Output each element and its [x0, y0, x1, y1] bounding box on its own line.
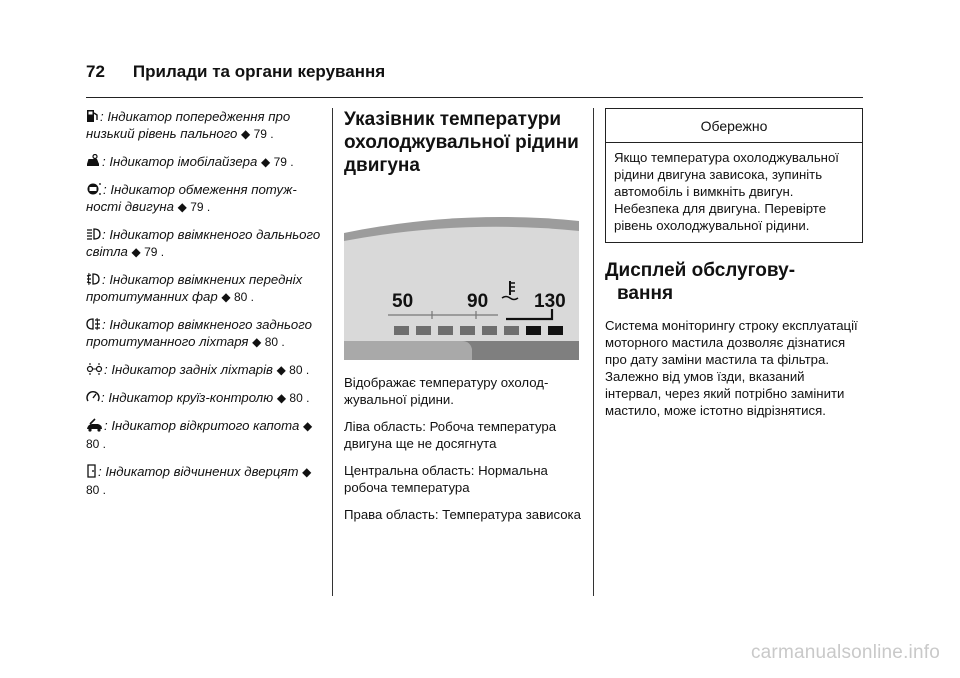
page-header [86, 62, 385, 82]
gauge-segment [394, 326, 409, 335]
list-item: : Індикатор імобілайзера ◆ 79 . [86, 153, 321, 171]
page-reference: ◆ 79 . [131, 245, 165, 259]
gauge-segment [438, 326, 453, 335]
paragraph: Ліва область: Робоча температура двигуна ще не досягнута [344, 419, 557, 451]
page-reference: ◆ 79 . [261, 155, 294, 169]
gauge-label-50: 50 [392, 291, 414, 312]
indicator-list [86, 108, 321, 509]
list-item: : Індикатор задніх ліхтарів ◆ 80 . [86, 361, 321, 379]
gauge-label-90: 90 [467, 291, 489, 312]
hood-open-icon [86, 418, 103, 432]
gauge-segment [482, 326, 497, 335]
section-heading-line1: Дисплей обслугову- [605, 260, 796, 281]
page-reference: ◆ 79 . [177, 200, 211, 214]
paragraph: Відображає температуру охолоджувальної рідини. [344, 375, 549, 407]
high-beam-icon [86, 227, 101, 241]
page-reference: ◆ 80 . [86, 419, 313, 451]
caution-box [605, 108, 863, 243]
paragraph: Права область: Температура зависока [344, 507, 581, 522]
header-rule [86, 97, 863, 98]
column-divider [593, 108, 594, 596]
column-divider [332, 108, 333, 596]
page-reference: ◆ 80 . [276, 391, 310, 405]
fuel-pump-icon [86, 109, 99, 123]
gauge-segment [526, 326, 541, 335]
list-item: : Індикатор круїз-контролю ◆ 80 . [86, 389, 321, 407]
coolant-temperature-gauge-figure [344, 215, 579, 360]
page-number: 72 [86, 62, 105, 81]
page-reference: ◆ 80 . [86, 465, 312, 497]
immobilizer-car-key-icon [86, 154, 101, 168]
gauge-segment [416, 326, 431, 335]
page-reference: ◆ 80 . [221, 290, 254, 304]
cruise-control-icon [86, 390, 100, 404]
front-fog-light-icon [86, 272, 101, 286]
paragraph: Система моніторингу строку експлуатації моторного мастила дозволяє дізнатися про дату заміни мастила та фільтра. Залежно від умов їзди, вказаний інтервал, через який потрібно замінити мастило, може істотно відрізнятися. [605, 318, 858, 418]
door-open-icon [86, 464, 97, 478]
gauge-segment [548, 326, 563, 335]
section-heading: Указівник температури охолоджувальної рідини двигуна [344, 109, 579, 176]
section-heading-line2: вання [617, 283, 674, 304]
caution-text: Якщо температура охолоджувальної рідини двигуна зависока, зупиніть автомобіль і вимкніть двигун. Небезпека для двигуна. Перевірте рівень охолоджувальної рідини. [614, 150, 839, 233]
page-reference: ◆ 80 . [252, 335, 285, 349]
engine-power-limit-icon [86, 182, 102, 196]
list-item: : Індикатор відкритого капота ◆ 80 . [86, 418, 313, 451]
list-item: : Індикатор обмеження потужності двигуна ◆ 79 . [86, 182, 297, 214]
page-reference: ◆ 80 . [276, 363, 310, 377]
section-heading [605, 259, 863, 305]
caution-title: Обережно [606, 109, 862, 143]
rear-fog-light-icon [86, 317, 101, 331]
list-item: : Індикатор ввімкнених передніх протитуманних фар ◆ 80 . [86, 272, 303, 304]
tail-lights-icon [86, 362, 103, 376]
coolant-section [344, 108, 582, 533]
gauge-lower-panel [344, 341, 472, 360]
right-column [605, 108, 863, 429]
page-reference: ◆ 79 . [241, 127, 274, 141]
watermark: carmanualsonline.info [750, 642, 940, 663]
gauge-segment [460, 326, 475, 335]
list-item: : Індикатор ввімкненого заднього протитуманного ліхтаря ◆ 80 . [86, 317, 312, 349]
list-item: : Індикатор попередження про низький рівень пального ◆ 79 . [86, 109, 291, 141]
list-item: : Індикатор ввімкненого дальнього світла ◆ 79 . [86, 227, 321, 259]
page-title: Прилади та органи керування [132, 62, 386, 81]
paragraph: Центральна область: Нормальна робоча температура [344, 463, 548, 495]
gauge-segment [504, 326, 519, 335]
gauge-label-130: 130 [534, 291, 566, 312]
gauge-display [344, 227, 579, 341]
list-item: : Індикатор відчинених дверцят ◆ 80 . [86, 464, 312, 497]
